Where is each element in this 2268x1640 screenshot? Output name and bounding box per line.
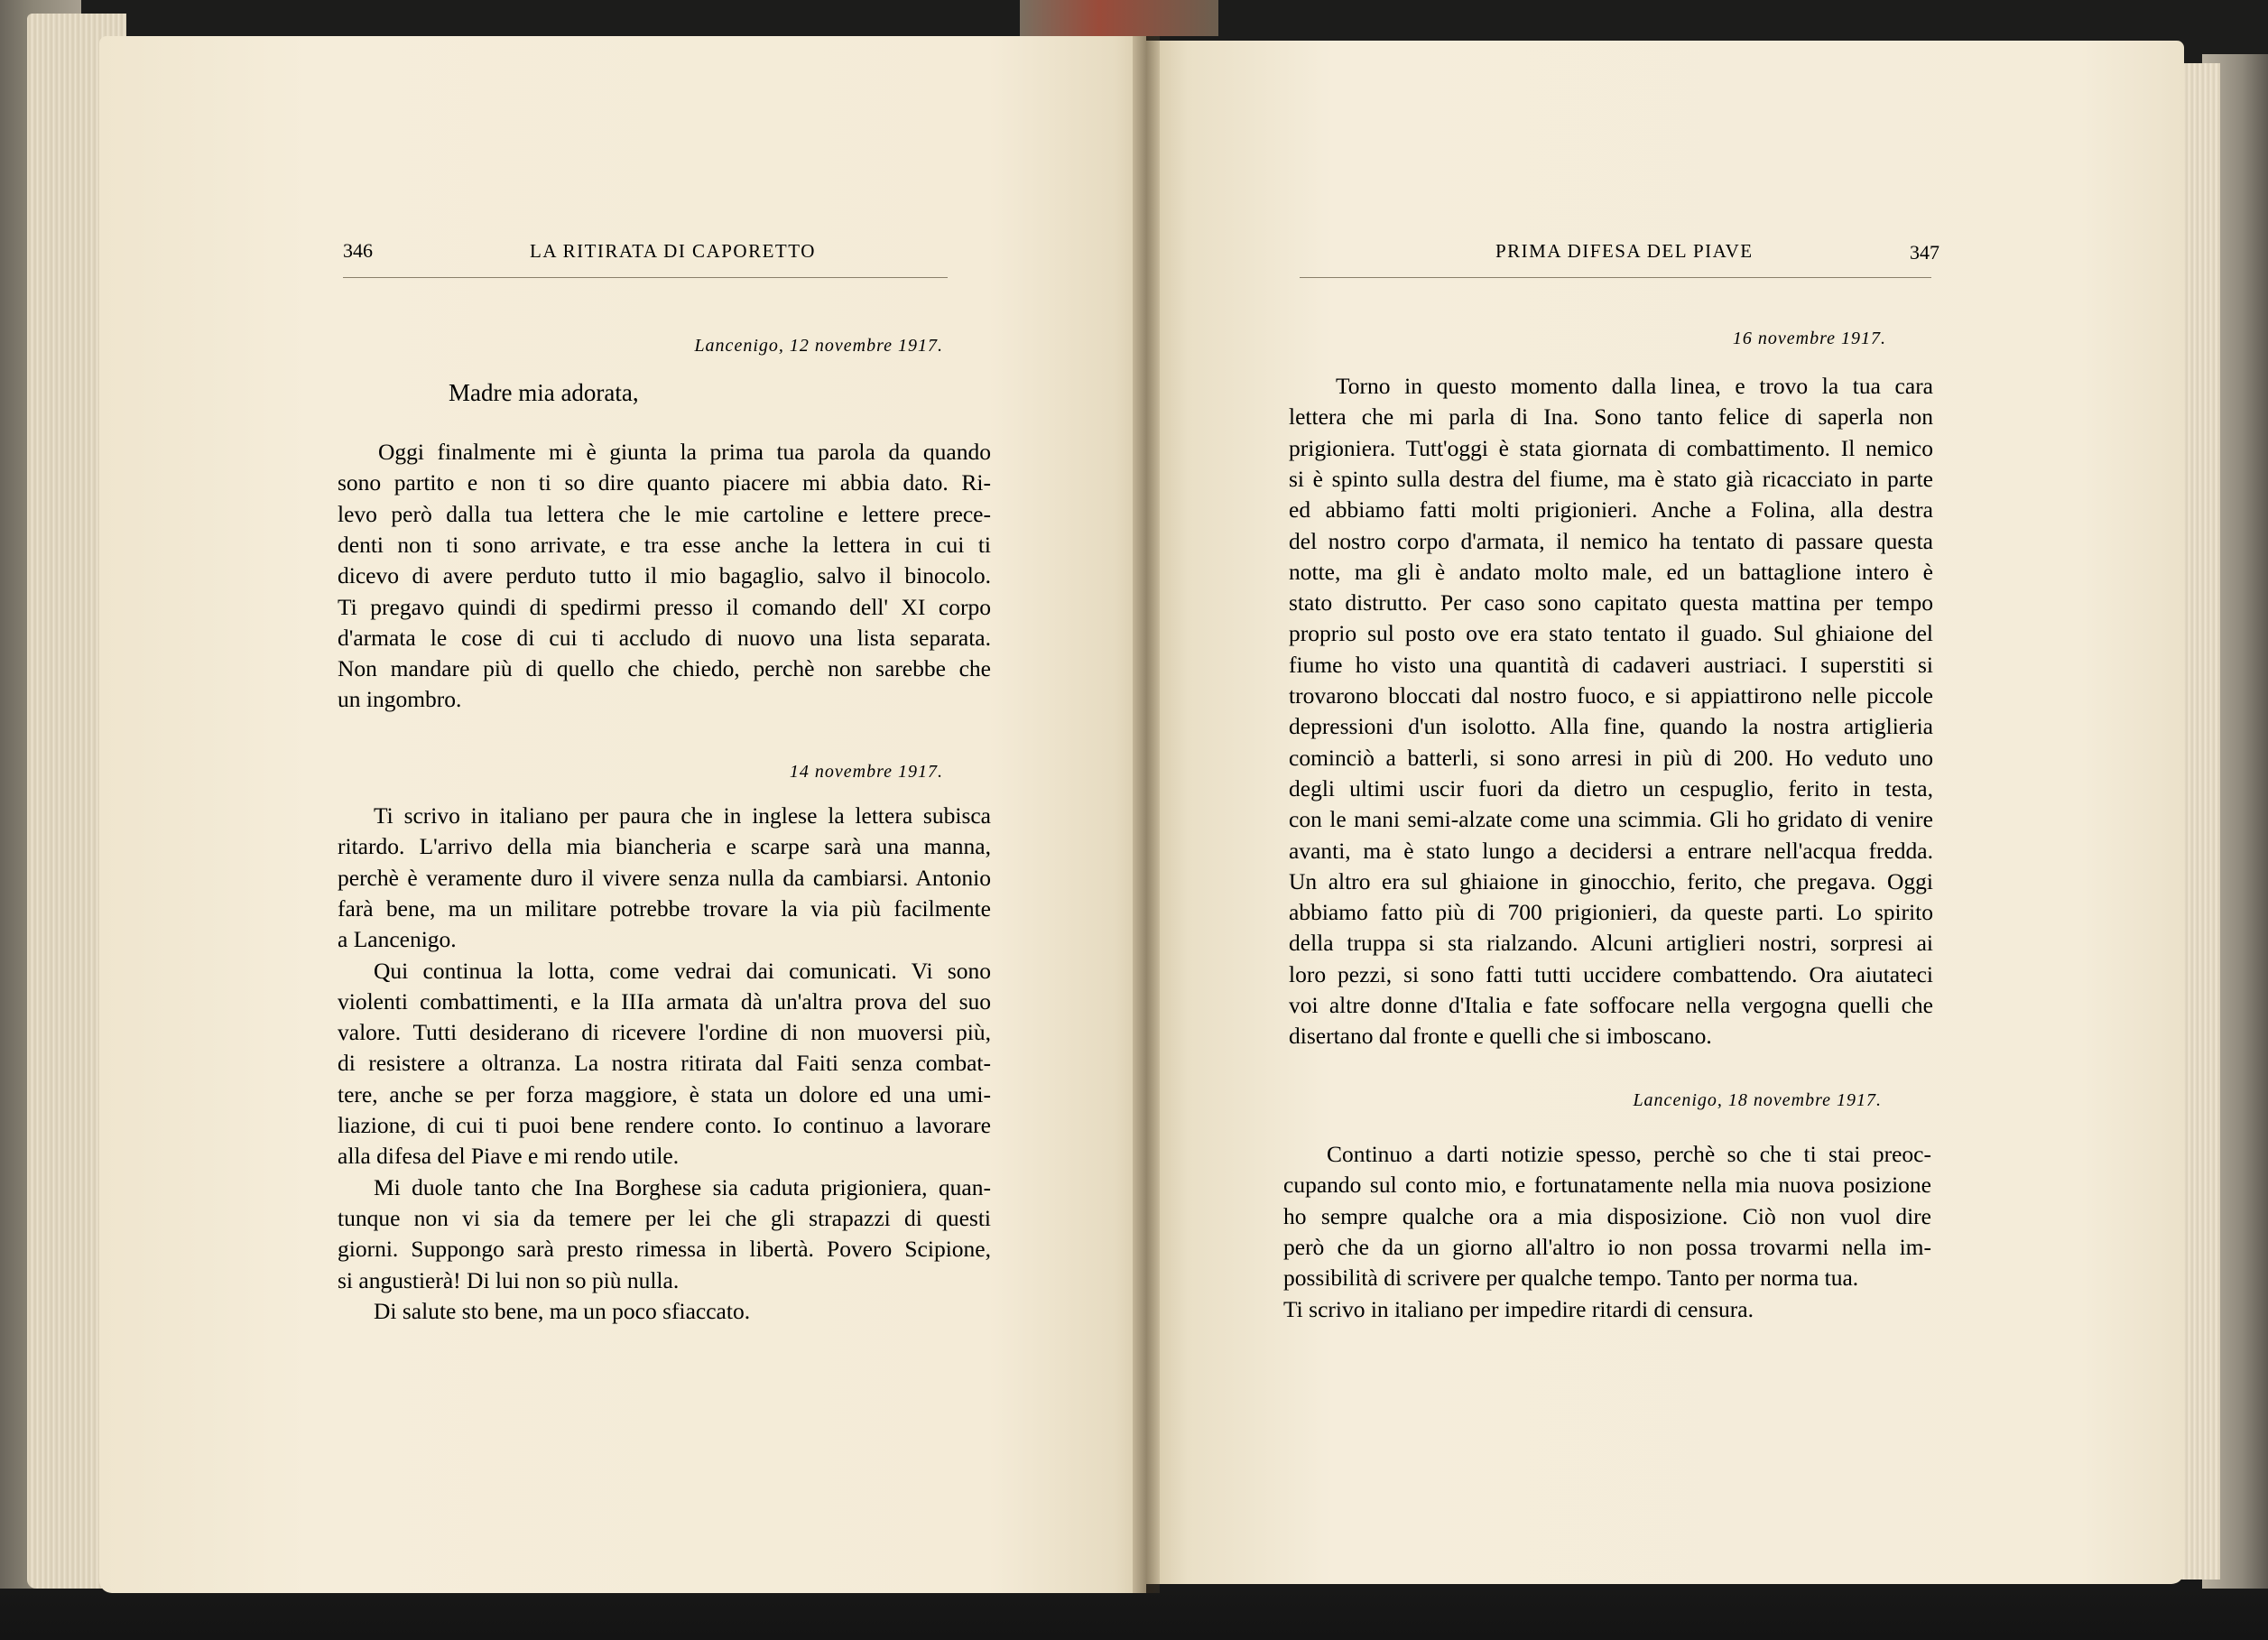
- text-line: di resistere a oltranza. La nostra ritirata dal Faiti senza combat-: [338, 1050, 991, 1077]
- text-line: stato distrutto. Per caso sono capitato questa mattina per tempo: [1289, 589, 1933, 616]
- text-line: degli ultimi uscir fuori da dietro un cespuglio, ferito in testa,: [1289, 774, 1933, 801]
- right-header-rule: [1300, 277, 1931, 278]
- text-line: Ti scrivo in italiano per impedire ritardi di censura.: [1283, 1295, 1754, 1322]
- left-page-number: 346: [343, 239, 373, 262]
- text-line: giorni. Suppongo sarà presto rimessa in libertà. Povero Scipione,: [338, 1236, 991, 1263]
- text-line: Torno in questo momento dalla linea, e trovo la tua cara: [1336, 373, 1933, 399]
- text-line: denti non ti sono arrivate, e tra esse anche la lettera in cui ti: [338, 531, 991, 558]
- text-line: tunque non vi sia da temere per lei che gli strapazzi di questi: [338, 1204, 991, 1231]
- text-line: proprio sul posto ove era stato tentato il guado. Sul ghiaione del: [1289, 620, 1933, 647]
- text-line: d'armata le cose di cui ti accludo di nuovo una lista separata.: [338, 624, 991, 651]
- text-line: cominciò a batterli, si sono arresi in più di 200. Ho veduto uno: [1289, 744, 1933, 771]
- left-letter-1-date: Lancenigo, 12 novembre 1917.: [694, 336, 943, 356]
- text-line: liazione, di cui ti puoi bene rendere conto. Io continuo a lavorare: [338, 1112, 991, 1138]
- text-line: Mi duole tanto che Ina Borghese sia caduta prigioniera, quan-: [374, 1173, 991, 1200]
- text-line: fiume ho visto una quantità di cadaveri austriaci. I superstiti si: [1289, 651, 1933, 678]
- text-line: farà bene, ma un militare potrebbe trovare la via più facilmente: [338, 894, 991, 922]
- text-line: loro pezzi, si sono fatti tutti uccidere combattendo. Ora aiutateci: [1289, 960, 1933, 987]
- text-line: Ti pregavo quindi di spedirmi presso il comando dell' XI corpo: [338, 593, 991, 620]
- text-line: però che da un giorno all'altro io non possa trovarmi nella im-: [1283, 1233, 1931, 1260]
- text-line: ritardo. L'arrivo della mia biancheria e scarpe sarà una manna,: [338, 833, 991, 860]
- text-line: levo però dalla tua lettera che le mie cartoline e lettere prece-: [338, 500, 991, 527]
- text-line: Ti scrivo in italiano per paura che in inglese la lettera subisca: [374, 802, 991, 829]
- text-line: ed abbiamo fatti molti prigionieri. Anche a Folina, alla destra: [1289, 496, 1933, 524]
- text-line: cupando sul conto mio, e fortunatamente nella mia nuova posizione: [1283, 1172, 1931, 1199]
- left-letter-2-date: 14 novembre 1917.: [789, 762, 943, 782]
- text-line: prigioniera. Tutt'oggi è stata giornata di combattimento. Il nemico: [1289, 434, 1933, 461]
- text-line: alla difesa del Piave e mi rendo utile.: [338, 1143, 680, 1170]
- text-line: depressioni d'un isolotto. Alla fine, quando la nostra artiglieria: [1289, 713, 1933, 740]
- text-line: Un altro era sul ghiaione in ginocchio, ferito, che pregava. Oggi: [1289, 867, 1933, 894]
- text-line: perchè è veramente duro il vivere senza nulla da cambiarsi. Antonio: [338, 864, 991, 891]
- right-letter-1-date: 16 novembre 1917.: [1732, 329, 1886, 348]
- text-line: dicevo di avere perduto tutto il mio bagaglio, salvo il binocolo.: [338, 562, 991, 589]
- headband: [1020, 0, 1218, 36]
- text-line: Di salute sto bene, ma un poco sfiaccato.: [374, 1297, 751, 1324]
- right-letter-2-date: Lancenigo, 18 novembre 1917.: [1633, 1090, 1882, 1110]
- text-line: possibilità di scrivere per qualche tempo. Tanto per norma tua.: [1283, 1265, 1859, 1292]
- right-running-head: PRIMA DIFESA DEL PIAVE: [1495, 240, 1754, 262]
- text-line: si è spinto sulla destra del fiume, ma è stato già ricacciato in parte: [1289, 465, 1933, 492]
- text-line: un ingombro.: [338, 686, 462, 713]
- text-line: Qui continua la lotta, come vedrai dai comunicati. Vi sono: [374, 957, 991, 984]
- left-running-head: LA RITIRATA DI CAPORETTO: [530, 240, 816, 262]
- text-line: trovarono bloccati dal nostro fuoco, e si appiattirono nelle piccole: [1289, 682, 1933, 709]
- text-line: ho sempre qualche ora a mia disposizione. Ciò non vuol dire: [1283, 1202, 1931, 1229]
- text-line: Non mandare più di quello che chiedo, perchè non sarebbe che: [338, 655, 991, 682]
- text-line: tere, anche se per forza maggiore, è stata un dolore ed una umi-: [338, 1080, 991, 1107]
- text-line: abbiamo fatto più di 700 prigionieri, da queste parti. Lo spirito: [1289, 899, 1933, 926]
- left-letter-1-salutation: Madre mia adorata,: [449, 379, 639, 406]
- book-gutter: [1133, 36, 1160, 1593]
- left-header-rule: [343, 277, 948, 278]
- text-line: disertano dal fronte e quelli che si imboscano.: [1289, 1023, 1712, 1050]
- text-line: si angustierà! Di lui non so più nulla.: [338, 1266, 680, 1293]
- text-line: notte, ma gli è andato molto male, ed un battaglione intero è: [1289, 558, 1933, 585]
- text-line: sono partito e non ti so dire quanto piacere mi abbia dato. Ri-: [338, 469, 991, 496]
- text-line: del nostro corpo d'armata, il nemico ha tentato di passare questa: [1289, 527, 1933, 554]
- text-line: voi altre donne d'Italia e fate soffocare nella vergogna quelli che: [1289, 992, 1933, 1018]
- text-line: valore. Tutti desiderano di ricevere l'ordine di non muoversi più,: [338, 1019, 991, 1046]
- text-line: violenti combattimenti, e la IIIa armata dà un'altra prova del suo: [338, 987, 991, 1015]
- right-page-number: 347: [1910, 241, 1939, 264]
- text-line: con le mani semi-alzate come una scimmia. Gli ho gridato di venire: [1289, 806, 1933, 833]
- text-line: Oggi finalmente mi è giunta la prima tua parola da quando: [378, 439, 991, 465]
- text-line: lettera che mi parla di Ina. Sono tanto felice di saperla non: [1289, 403, 1933, 431]
- text-line: a Lancenigo.: [338, 926, 457, 953]
- text-line: avanti, ma è stato lungo a decidersi a entrare nell'acqua fredda.: [1289, 837, 1933, 864]
- text-line: della truppa si sta rialzando. Alcuni artiglieri nostri, sorpresi ai: [1289, 930, 1933, 957]
- text-line: Continuo a darti notizie spesso, perchè so che ti stai preoc-: [1327, 1141, 1931, 1167]
